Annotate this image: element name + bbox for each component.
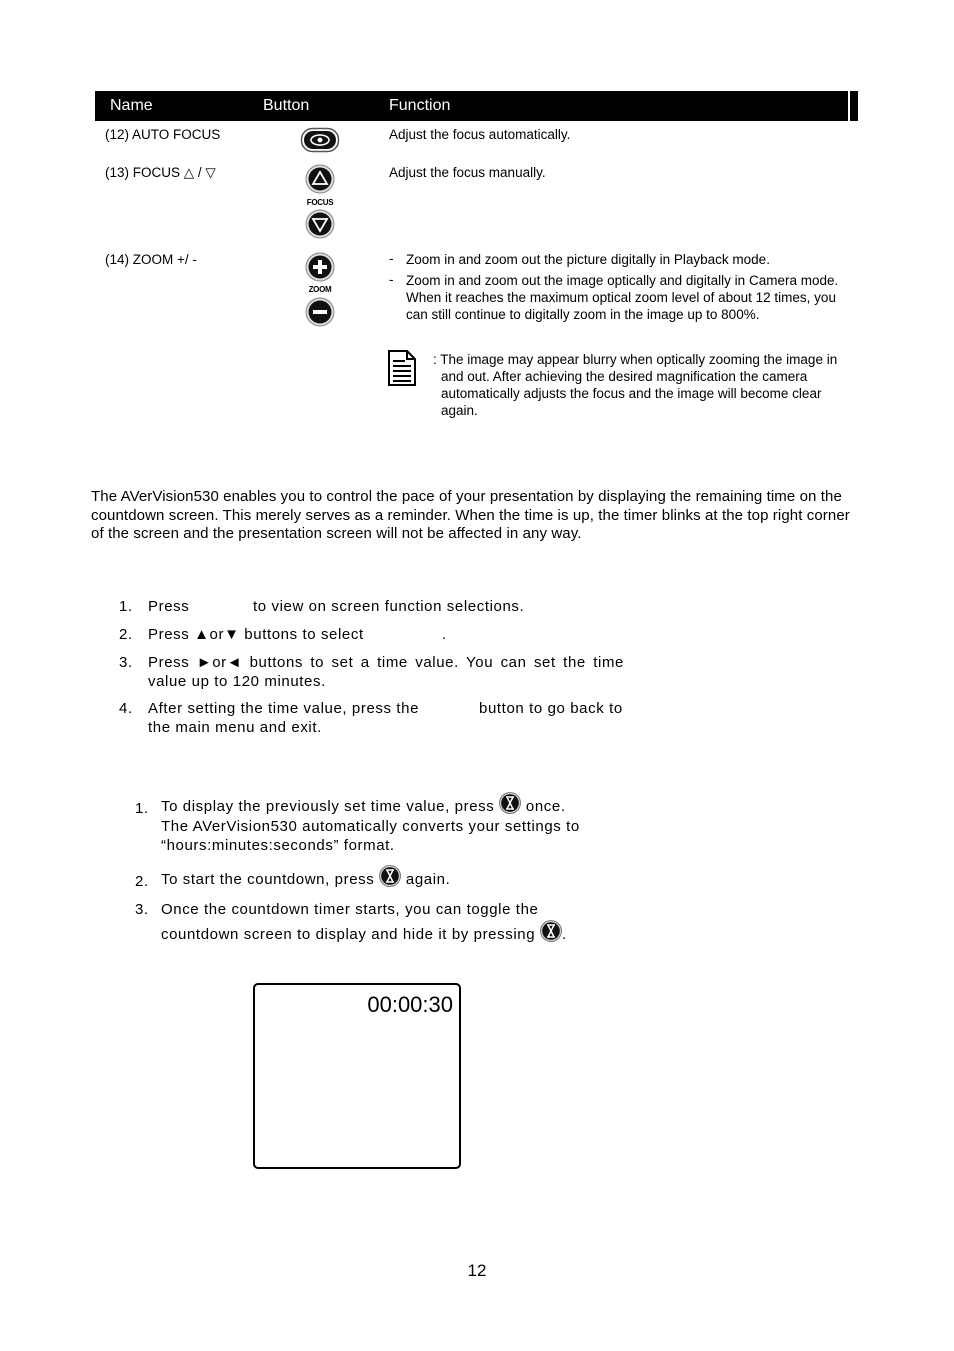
page-number: 12 (467, 1261, 487, 1280)
setup-step-2-b: . (442, 626, 447, 643)
focus-up-icon (304, 164, 336, 194)
setup-step-4-b: button to go back to the main menu and exit. (148, 700, 623, 736)
setup-step-1-a: Press (148, 598, 190, 615)
row-name-zoom: (14) ZOOM +/ - (105, 252, 197, 267)
header-name: Name (110, 97, 153, 114)
zoom-plus-icon (304, 252, 336, 282)
note-icon (387, 349, 417, 387)
countdown-screen (253, 983, 461, 1169)
use-step-1-line1 (161, 792, 566, 820)
setup-step-3-number: 3. (119, 654, 133, 671)
zoom-bullet-1: Zoom in and zoom out the picture digitally in Playback mode. (406, 252, 770, 267)
use-step-1-number: 1. (135, 800, 149, 817)
timer-icon (379, 865, 401, 887)
row-name-focus: (13) FOCUS △ / ▽ (105, 165, 216, 180)
zoom-minus-icon (304, 297, 336, 327)
table-header (95, 91, 858, 121)
setup-step-4-number: 4. (119, 700, 133, 717)
row-function-focus: Adjust the focus manually. (389, 165, 546, 180)
use-step-1-a: To display the previously set time value, press (161, 798, 495, 815)
focus-label: FOCUS (306, 198, 334, 207)
timer-icon (540, 920, 562, 942)
setup-step-3-a: Press ►or◄ buttons to set a time value. You can set the time value up to 120 minutes. (148, 654, 624, 690)
focus-down-icon (304, 209, 336, 239)
timer-icon (499, 792, 521, 814)
setup-step-1-number: 1. (119, 598, 133, 615)
use-step-1-c: The AVerVision530 automatically converts your settings to (161, 818, 580, 835)
use-step-2-a: To start the countdown, press (161, 871, 375, 888)
bullet-dash: - (389, 251, 394, 266)
note-text: : The image may appear blurry when optically zooming the image in and out. After achieving the desired magnification the camera automatically adjusts the focus and the image will become clear again. (433, 352, 838, 418)
use-step-1-d: “hours:minutes:seconds” format. (161, 837, 395, 854)
use-step-3-c: . (561, 926, 567, 943)
countdown-timer-display: 00:00:30 (367, 992, 453, 1017)
use-step-3-b: countdown screen to display and hide it by pressing (161, 926, 536, 943)
setup-step-4 (148, 700, 628, 737)
use-step-2-line (161, 865, 450, 893)
use-step-3-number: 3. (135, 901, 149, 918)
bullet-dash: - (389, 272, 394, 287)
zoom-label: ZOOM (308, 285, 332, 294)
use-step-3-a: Once the countdown timer starts, you can toggle the (161, 901, 539, 918)
use-step-1-b: once. (525, 798, 566, 815)
use-step-2-b: again. (405, 871, 451, 888)
zoom-bullet-2: Zoom in and zoom out the image optically and digitally in Camera mode. When it reaches the maximum optical zoom level of about 12 times, you can still continue to digitally zoom in the image up to 800%. (406, 273, 839, 322)
use-step-3-line2 (161, 920, 567, 948)
row-name-auto-focus: (12) AUTO FOCUS (105, 127, 221, 142)
setup-step-2-number: 2. (119, 626, 133, 643)
eye-icon (300, 127, 340, 153)
header-function: Function (389, 97, 451, 114)
setup-step-4-a: After setting the time value, press the (148, 700, 420, 717)
setup-step-1-b: to view on screen function selections. (253, 598, 525, 615)
header-button: Button (263, 97, 310, 114)
setup-step-2-a: Press ▲or▼ buttons to select (148, 626, 364, 643)
use-step-2-number: 2. (135, 873, 149, 890)
row-function-auto-focus: Adjust the focus automatically. (389, 127, 571, 142)
intro-paragraph: The AVerVision530 enables you to control the pace of your presentation by displaying the remaining time on the countdown screen. This merely serves as a reminder. When the time is up, the timer blinks at the top right corner of the screen and the presentation screen will not be affected in any way. (91, 488, 850, 542)
